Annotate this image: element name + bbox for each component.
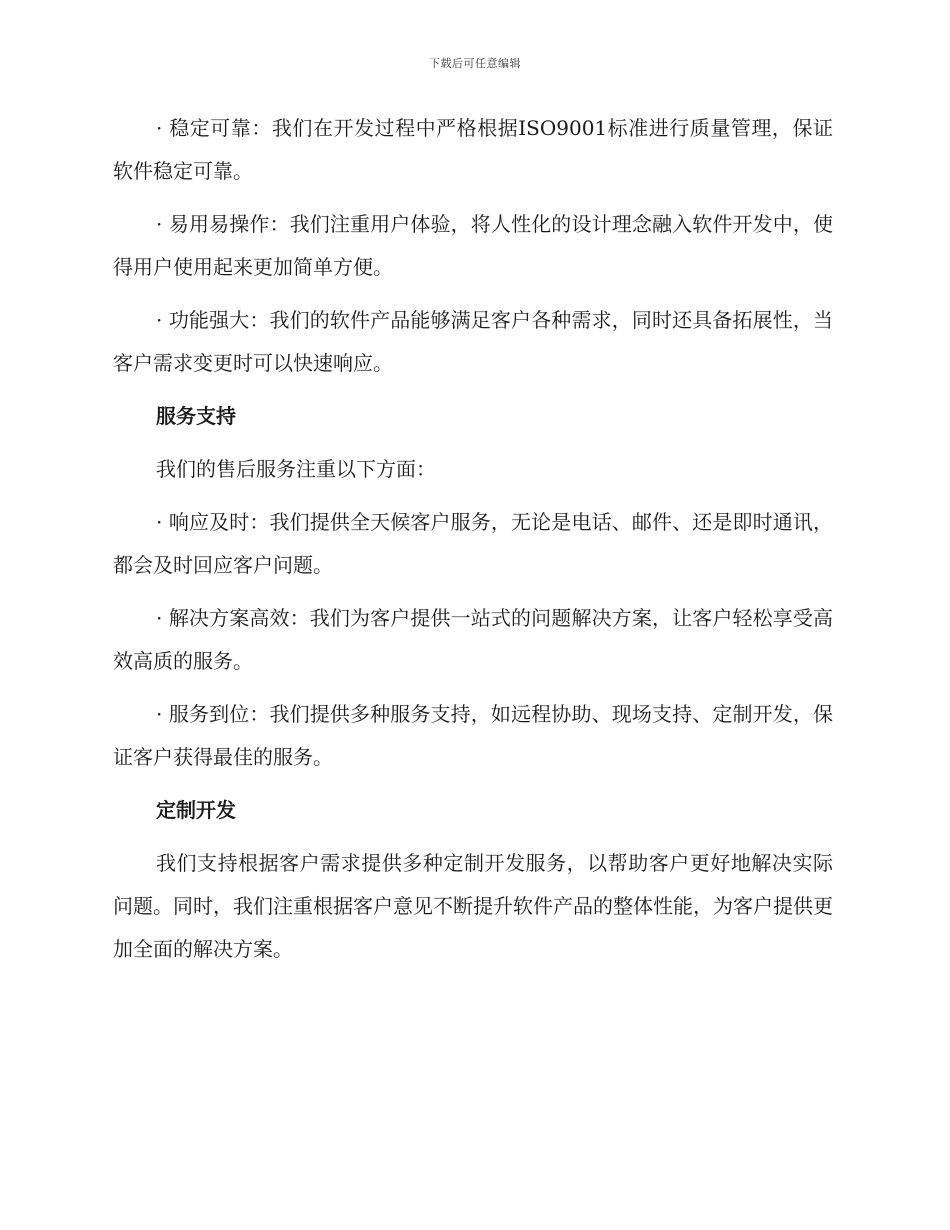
section-heading-custom-dev: 定制开发 — [156, 798, 236, 822]
bullet-paragraph-solutions: · 解决方案高效：我们为客户提供一站式的问题解决方案，让客户轻松享受高效高质的服务。 — [113, 606, 833, 673]
paragraph-service-intro: 我们的售后服务注重以下方面： — [156, 457, 436, 481]
bullet-paragraph-stable: · 稳定可靠：我们在开发过程中严格根据ISO9001标准进行质量管理，保证软件稳定可靠。 — [113, 116, 833, 183]
header-note: 下载后可任意编辑 — [429, 57, 521, 70]
bullet-paragraph-features: · 功能强大：我们的软件产品能够满足客户各种需求，同时还具备拓展性，当客户需求变更时可以快速响应。 — [113, 308, 833, 375]
bullet-paragraph-service: · 服务到位：我们提供多种服务支持，如远程协助、现场支持、定制开发，保证客户获得最佳的服务。 — [113, 702, 833, 769]
section-heading-service-support: 服务支持 — [156, 404, 236, 428]
bullet-paragraph-response: · 响应及时：我们提供全天候客户服务，无论是电话、邮件、还是即时通讯，都会及时回应客户问题。 — [113, 510, 833, 577]
bullet-paragraph-usability: · 易用易操作：我们注重用户体验，将人性化的设计理念融入软件开发中，使得用户使用起来更加简单方便。 — [113, 212, 833, 279]
paragraph-custom-dev: 我们支持根据客户需求提供多种定制开发服务，以帮助客户更好地解决实际问题。同时，我们注重根据客户意见不断提升软件产品的整体性能，为客户提供更加全面的解决方案。 — [113, 851, 833, 961]
document-body — [113, 107, 833, 981]
